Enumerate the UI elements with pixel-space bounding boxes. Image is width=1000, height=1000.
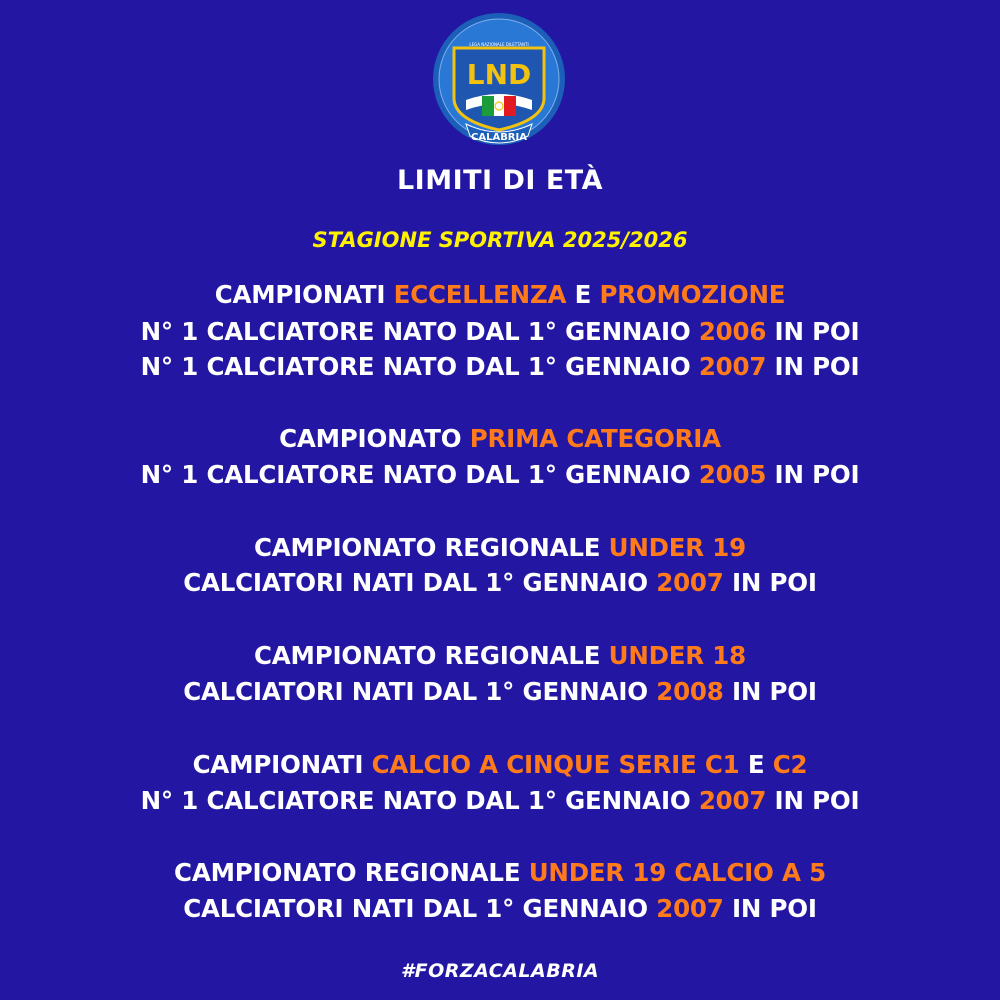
section-under19-rule-1: CALCIATORI NATI DAL 1° GENNAIO 2007 IN POI xyxy=(183,568,817,597)
section-eccellenza-rule-1: N° 1 CALCIATORE NATO DAL 1° GENNAIO 2006 IN POI xyxy=(140,317,860,346)
section-c5-heading: CAMPIONATI CALCIO A CINQUE SERIE C1 E C2 xyxy=(192,750,808,779)
hashtag: #FORZACALABRIA xyxy=(400,960,600,982)
section-prima-rule-1: N° 1 CALCIATORE NATO DAL 1° GENNAIO 2005 IN POI xyxy=(140,460,860,489)
section-under19c5-heading: CAMPIONATO REGIONALE UNDER 19 CALCIO A 5 xyxy=(174,858,826,887)
lnd-logo-icon xyxy=(432,12,566,146)
section-under19-heading: CAMPIONATO REGIONALE UNDER 19 xyxy=(253,533,747,562)
svg-text:LEGA NAZIONALE DILETTANTI: LEGA NAZIONALE DILETTANTI xyxy=(469,42,529,47)
section-under18-rule-1: CALCIATORI NATI DAL 1° GENNAIO 2008 IN POI xyxy=(183,677,817,706)
section-c5-rule-1: N° 1 CALCIATORE NATO DAL 1° GENNAIO 2007 IN POI xyxy=(140,786,860,815)
season-subtitle: STAGIONE SPORTIVA 2025/2026 xyxy=(312,228,688,252)
section-prima-heading: CAMPIONATO PRIMA CATEGORIA xyxy=(279,424,721,453)
section-under19c5-rule-1: CALCIATORI NATI DAL 1° GENNAIO 2007 IN POI xyxy=(183,894,817,923)
section-eccellenza-rule-2: N° 1 CALCIATORE NATO DAL 1° GENNAIO 2007 IN POI xyxy=(140,352,860,381)
section-under18-heading: CAMPIONATO REGIONALE UNDER 18 xyxy=(253,641,747,670)
logo-region: CALABRIA xyxy=(471,132,527,143)
lnd-calabria-logo xyxy=(432,12,566,146)
page-title: LIMITI DI ETÀ xyxy=(396,165,604,196)
section-eccellenza-heading: CAMPIONATI ECCELLENZA E PROMOZIONE xyxy=(214,280,786,309)
logo-letters: LND xyxy=(466,58,532,91)
